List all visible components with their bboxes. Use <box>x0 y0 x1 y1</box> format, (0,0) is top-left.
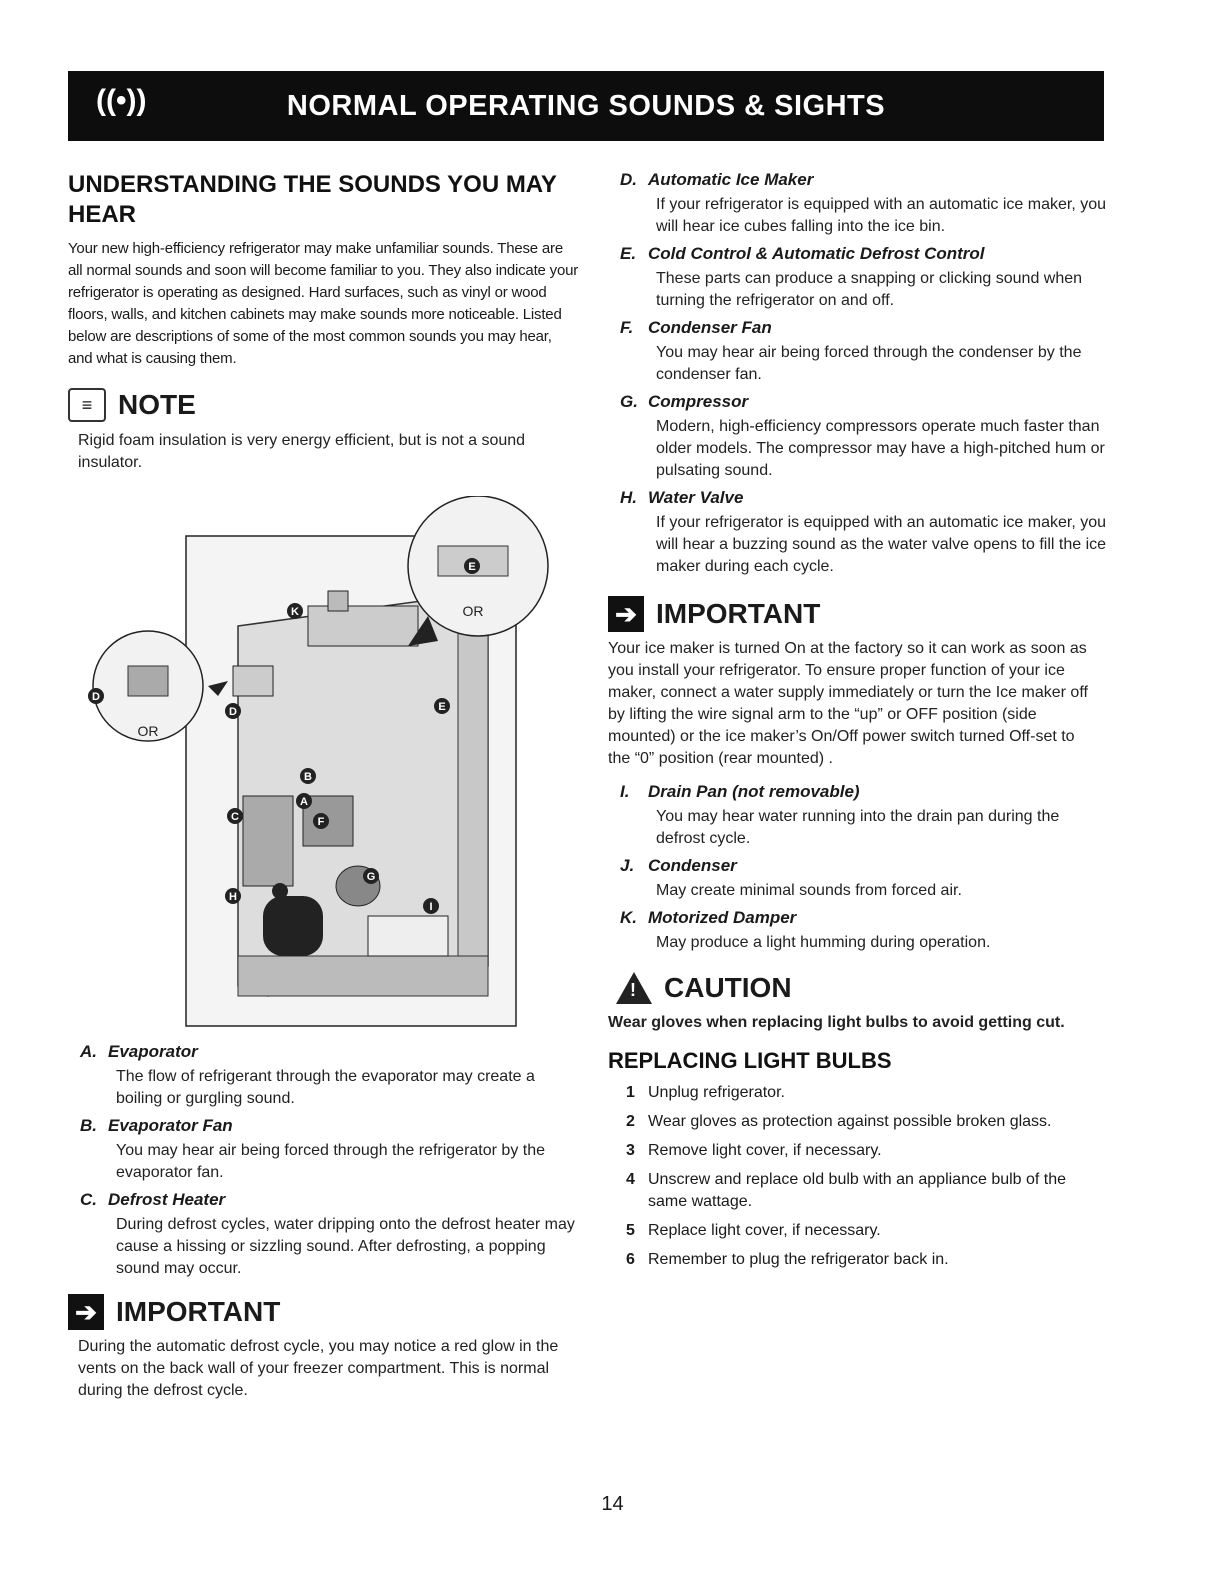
callout-i: I <box>429 901 433 913</box>
step-number: 3 <box>626 1142 635 1159</box>
item-desc: May produce a light humming during operation. <box>656 934 991 951</box>
item-desc: Modern, high-efficiency compressors operate much faster than older models. The compressor may have a high-pitched hum or pulsating sound. <box>656 418 1105 479</box>
item-letter: A. <box>80 1042 97 1061</box>
list-item <box>608 1169 1108 1213</box>
sound-waves-icon: ((•)) <box>96 84 147 117</box>
list-item <box>608 1082 1108 1104</box>
item-desc: During defrost cycles, water dripping onto the defrost heater may cause a hissing or sizzling sound. After defrosting, a popping sound may occur. <box>116 1216 575 1277</box>
list-item <box>608 856 1108 902</box>
important-title: IMPORTANT <box>656 598 821 629</box>
item-title: Cold Control & Automatic Defrost Control <box>648 244 985 263</box>
note-title: NOTE <box>118 389 196 420</box>
item-desc: These parts can produce a snapping or clicking sound when turning the refrigerator on and off. <box>656 270 1083 309</box>
refrigerator-illustration <box>68 496 580 1036</box>
bulb-steps <box>608 1082 1108 1271</box>
item-letter: I. <box>620 782 630 801</box>
item-letter: B. <box>80 1116 97 1135</box>
item-title: Motorized Damper <box>648 908 797 927</box>
step-number: 4 <box>626 1171 635 1188</box>
list-item <box>608 318 1108 386</box>
step-number: 2 <box>626 1113 635 1130</box>
arrow-right-icon: ➔ <box>68 1294 104 1330</box>
caution-header <box>608 972 1108 1004</box>
page-header-title: NORMAL OPERATING SOUNDS & SIGHTS <box>286 89 886 122</box>
callout-e-2: E <box>438 701 446 713</box>
caution-title: CAUTION <box>664 972 792 1003</box>
item-title: Automatic Ice Maker <box>648 170 814 189</box>
item-title: Compressor <box>648 392 749 411</box>
callout-a: A <box>300 796 308 808</box>
item-letter: K. <box>620 908 637 927</box>
list-item <box>608 1220 1108 1242</box>
item-title: Defrost Heater <box>108 1190 226 1209</box>
callout-d-2: D <box>229 706 237 718</box>
warning-triangle-icon: ! <box>616 972 652 1004</box>
item-desc: If your refrigerator is equipped with an automatic ice maker, you will hear a buzzing sound as the water valve opens to fill the ice maker during each cycle. <box>656 514 1107 575</box>
step-number: 5 <box>626 1222 635 1239</box>
list-item <box>608 1111 1108 1133</box>
right-column <box>608 170 1108 1278</box>
item-desc: The flow of refrigerant through the evaporator may create a boiling or gurgling sound. <box>116 1068 535 1107</box>
step-text: Remember to plug the refrigerator back in. <box>648 1251 949 1268</box>
caution-text: Wear gloves when replacing light bulbs to avoid getting cut. <box>608 1014 1065 1031</box>
section-heading-bulbs: REPLACING LIGHT BULBS <box>608 1048 892 1073</box>
item-desc: May create minimal sounds from forced air. <box>656 882 962 899</box>
list-item <box>608 488 1108 578</box>
item-title: Evaporator Fan <box>108 1116 233 1135</box>
callout-d-1: D <box>92 691 100 703</box>
list-item <box>608 392 1108 482</box>
item-desc: You may hear water running into the drain pan during the defrost cycle. <box>656 808 1060 847</box>
note-icon: ≡ <box>68 388 106 422</box>
callout-c: C <box>231 811 239 823</box>
item-letter: D. <box>620 170 637 189</box>
step-text: Remove light cover, if necessary. <box>648 1142 882 1159</box>
note-text: Rigid foam insulation is very energy efficient, but is not a sound insulator. <box>78 432 526 471</box>
note-header <box>68 388 580 422</box>
callout-h: H <box>229 891 237 903</box>
important-title: IMPORTANT <box>116 1296 281 1327</box>
step-number: 6 <box>626 1251 635 1268</box>
important-header <box>68 1294 580 1330</box>
callout-g: G <box>366 871 376 883</box>
item-title: Condenser <box>648 856 737 875</box>
item-title: Condenser Fan <box>648 318 772 337</box>
step-text: Unscrew and replace old bulb with an appliance bulb of the same wattage. <box>648 1171 1067 1210</box>
list-item <box>608 1140 1108 1162</box>
item-letter: C. <box>80 1190 97 1209</box>
diagram-or-label-1: OR <box>137 723 159 739</box>
item-letter: E. <box>620 244 637 263</box>
item-title: Drain Pan (not removable) <box>648 782 860 801</box>
list-item <box>608 908 1108 954</box>
item-letter: J. <box>620 856 635 875</box>
step-text: Wear gloves as protection against possible broken glass. <box>648 1113 1052 1130</box>
diagram-or-label-2: OR <box>462 603 484 619</box>
item-title: Water Valve <box>648 488 744 507</box>
list-item <box>608 782 1108 850</box>
item-title: Evaporator <box>108 1042 198 1061</box>
item-desc: If your refrigerator is equipped with an automatic ice maker, you will hear ice cubes falling into the ice bin. <box>656 196 1106 235</box>
important-header <box>608 596 1108 632</box>
item-desc: You may hear air being forced through the refrigerator by the evaporator fan. <box>116 1142 545 1181</box>
section-heading-sounds: UNDERSTANDING THE SOUNDS YOU MAY HEAR <box>68 171 557 228</box>
callout-b: B <box>304 771 312 783</box>
refrigerator-diagram <box>68 496 580 1036</box>
list-item <box>608 1249 1108 1271</box>
step-number: 1 <box>626 1084 635 1101</box>
important-text: Your ice maker is turned On at the factory so it can work as soon as you install your refrigerator. To ensure proper function of your ice maker, connect a water supply immediately or turn the Ice maker off by lifting the wire signal arm to the “up” or OFF position (side mounted) or the ice maker’s On/Off power switch turned Off-set to the “0” position (rear mounted) . <box>608 640 1088 767</box>
callout-e-1: E <box>468 561 476 573</box>
list-item <box>68 1190 580 1280</box>
arrow-right-icon: ➔ <box>608 596 644 632</box>
list-item <box>68 1116 580 1184</box>
item-letter: H. <box>620 488 637 507</box>
step-text: Replace light cover, if necessary. <box>648 1222 881 1239</box>
callout-k: K <box>291 606 299 618</box>
item-letter: F. <box>620 318 634 337</box>
callout-f: F <box>317 816 325 828</box>
important-text: During the automatic defrost cycle, you may notice a red glow in the vents on the back wall of your freezer compartment. This is normal during the defrost cycle. <box>78 1338 559 1399</box>
page-number: 14 <box>601 1493 624 1515</box>
page-header-bar <box>68 71 1104 141</box>
left-column <box>68 170 580 1402</box>
intro-paragraph: Your new high-efficiency refrigerator may make unfamiliar sounds. These are all normal sounds and soon will become familiar to you. They also indicate your refrigerator is operating as designed. Hard surfaces, such as vinyl or wood floors, walls, and kitchen cabinets may make sounds more noticeable. Listed below are descriptions of some of the most common sounds you may hear, and what is causing them. <box>68 240 579 367</box>
step-text: Unplug refrigerator. <box>648 1084 785 1101</box>
list-item <box>68 1042 580 1110</box>
list-item <box>608 170 1108 238</box>
item-letter: G. <box>620 392 638 411</box>
list-item <box>608 244 1108 312</box>
item-desc: You may hear air being forced through the condenser by the condenser fan. <box>656 344 1082 383</box>
